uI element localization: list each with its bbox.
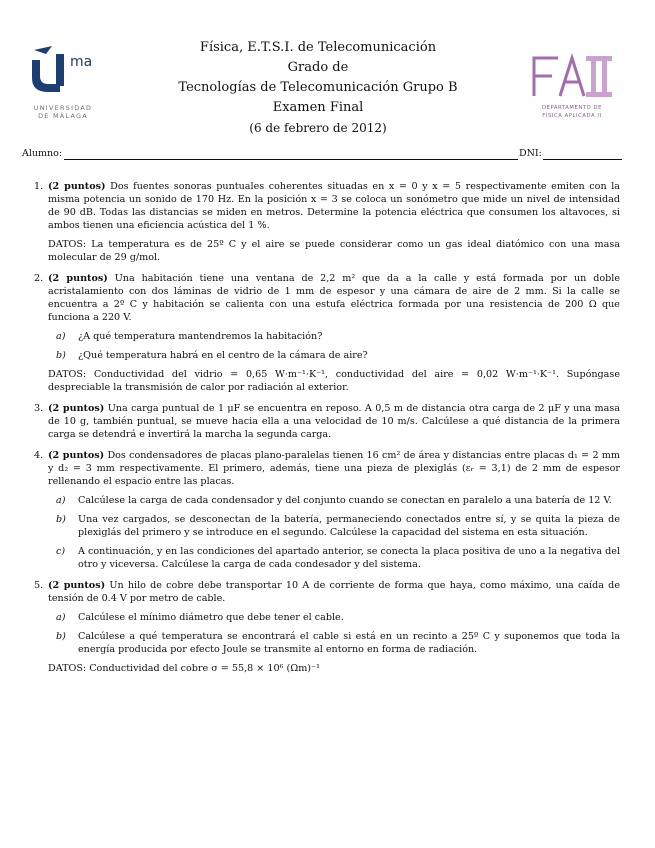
uma-logo-mark: ma	[70, 54, 93, 70]
question-points: (2 puntos)	[48, 273, 108, 284]
question-number: 1.	[34, 181, 44, 192]
question-points: (2 puntos)	[48, 403, 105, 414]
question-4	[22, 449, 620, 571]
question-text	[48, 402, 620, 441]
subitem-a	[56, 494, 620, 507]
subitem-b	[56, 349, 620, 362]
subitem-c	[56, 545, 620, 571]
subitem-text: ¿A qué temperatura mantendremos la habitación?	[78, 331, 323, 342]
uma-emblem-icon	[26, 44, 98, 102]
question-1	[22, 180, 620, 264]
dni-field[interactable]	[543, 159, 622, 160]
question-body: Dos fuentes sonoras puntuales coherentes situadas en x = 0 y x = 5 respectivamente emiten con la misma potencia un sonido de 170 Hz. En la posición x = 3 se coloca un sonómetro que mide un nivel de intensidad de 90 dB. Todas las distancias se miden en metros. Determine la potencia eléctrica que consumen los altavoces, si ambos tienen una eficiencia acústica del 1 %.	[48, 181, 621, 231]
subitem-letter: a)	[56, 331, 66, 342]
subitem-letter: b)	[56, 514, 66, 525]
subitem-a	[56, 330, 620, 343]
subitem-letter: a)	[56, 612, 66, 623]
subitem-a	[56, 611, 620, 624]
questions-list	[22, 180, 620, 683]
question-number: 5.	[34, 580, 44, 591]
subitem-letter: b)	[56, 350, 66, 361]
question-3	[22, 402, 620, 441]
exam-title-block	[150, 38, 486, 138]
question-body: Dos condensadores de placas plano-paralelas tienen 16 cm² de área y distancias entre placas d₁ = 2 mm y d₂ = 3 mm respectivamente. El primero, además, tiene una pieza de plexiglás (εᵣ = 3,1) de 2 mm de espesor rellenando el espacio entre las placas.	[48, 450, 620, 487]
subitem-letter: b)	[56, 631, 66, 642]
question-text	[48, 449, 620, 488]
question-points: (2 puntos)	[48, 181, 106, 192]
title-line: Física, E.T.S.I. de Telecomunicación	[199, 40, 437, 55]
department-logo-text: DEPARTAMENTO DE FÍSICA APLICADA II	[542, 105, 602, 119]
question-2	[22, 272, 620, 394]
question-body: Un hilo de cobre debe transportar 10 A de corriente de forma que haya, como máximo, una caída de tensión de 0.4 V por metro de cable.	[48, 580, 621, 604]
question-number: 4.	[34, 450, 44, 461]
subitem-text: A continuación, y en las condiciones del apartado anterior, se conecta la placa positiva de uno a la negativa del otro y viceversa. Calcúlese la carga de cada condesador y del sistema.	[78, 546, 620, 570]
question-points: (2 puntos)	[48, 580, 106, 591]
question-5	[22, 579, 620, 675]
question-number: 3.	[34, 403, 44, 414]
subitem-b	[56, 630, 620, 656]
subitem-b	[56, 513, 620, 539]
question-text	[48, 272, 620, 324]
subitem-text: Una vez cargados, se desconectan de la batería, permaneciendo conectados entre sí, y se quita la pieza de plexiglás del primero y se introduce en el segundo. Calcúlese la capacidad del sistema en esta situación.	[78, 514, 620, 538]
question-text	[48, 579, 620, 605]
student-info-row	[22, 148, 622, 162]
university-logo-text: UNIVERSIDAD DE MÁLAGA	[33, 104, 93, 120]
title-line: Grado de	[287, 60, 349, 75]
question-body: Una carga puntual de 1 μF se encuentra en reposo. A 0,5 m de distancia otra carga de 2 μF y una masa de 10 g, también puntual, se mueve hacia ella a una velocidad de 10 m/s. Calcúlese a qué distancia de la primera carga se detendrá e invertirá la marcha la segunda carga.	[48, 403, 621, 440]
alumno-field[interactable]	[64, 159, 518, 160]
question-datos: DATOS: Conductividad del cobre σ = 55,8 × 10⁶ (Ωm)⁻¹	[48, 663, 320, 674]
exam-date: (6 de febrero de 2012)	[249, 121, 387, 135]
question-datos: DATOS: La temperatura es de 25º C y el aire se puede considerar como un gas ideal diatómico con una masa molecular de 29 g/mol.	[48, 239, 620, 263]
question-body: Una habitación tiene una ventana de 2,2 m² que da a la calle y está formada por un doble acristalamiento con dos láminas de vidrio de 1 mm de espesor y una cámara de aire de 2 mm. Si la calle se encuentra a 2º C y habitación se calienta con una estufa eléctrica formada por una resistencia de 200 Ω que funciona a 220 V.	[48, 273, 621, 323]
subitem-text: Calcúlese el mínimo diámetro que debe tener el cable.	[78, 612, 344, 623]
subitem-letter: a)	[56, 495, 66, 506]
question-datos: DATOS: Conductividad del vidrio = 0,65 W·m⁻¹·K⁻¹, conductividad del aire = 0,02 W·m⁻¹·K⁻¹. Supóngase despreciable la transmisión de calor por radiación al exterior.	[48, 369, 620, 393]
university-logo	[22, 44, 104, 124]
dni-label: DNI:	[519, 148, 542, 159]
subitem-letter: c)	[56, 546, 66, 557]
fa-emblem-icon	[528, 52, 616, 100]
department-logo	[528, 52, 616, 127]
title-line: Tecnologías de Telecomunicación Grupo B	[178, 80, 458, 95]
title-line: Examen Final	[272, 100, 364, 115]
alumno-label: Alumno:	[22, 148, 63, 159]
question-text	[48, 180, 620, 232]
question-points: (2 puntos)	[48, 450, 105, 461]
subitem-text: Calcúlese a qué temperatura se encontrará el cable si está en un recinto a 25º C y suponemos que toda la energía producida por efecto Joule se transmite al entorno en forma de radiación.	[78, 631, 620, 655]
subitem-text: ¿Qué temperatura habrá en el centro de la cámara de aire?	[78, 350, 368, 361]
subitem-text: Calcúlese la carga de cada condensador y del conjunto cuando se conectan en paralelo a una batería de 12 V.	[78, 495, 612, 506]
question-number: 2.	[34, 273, 44, 284]
